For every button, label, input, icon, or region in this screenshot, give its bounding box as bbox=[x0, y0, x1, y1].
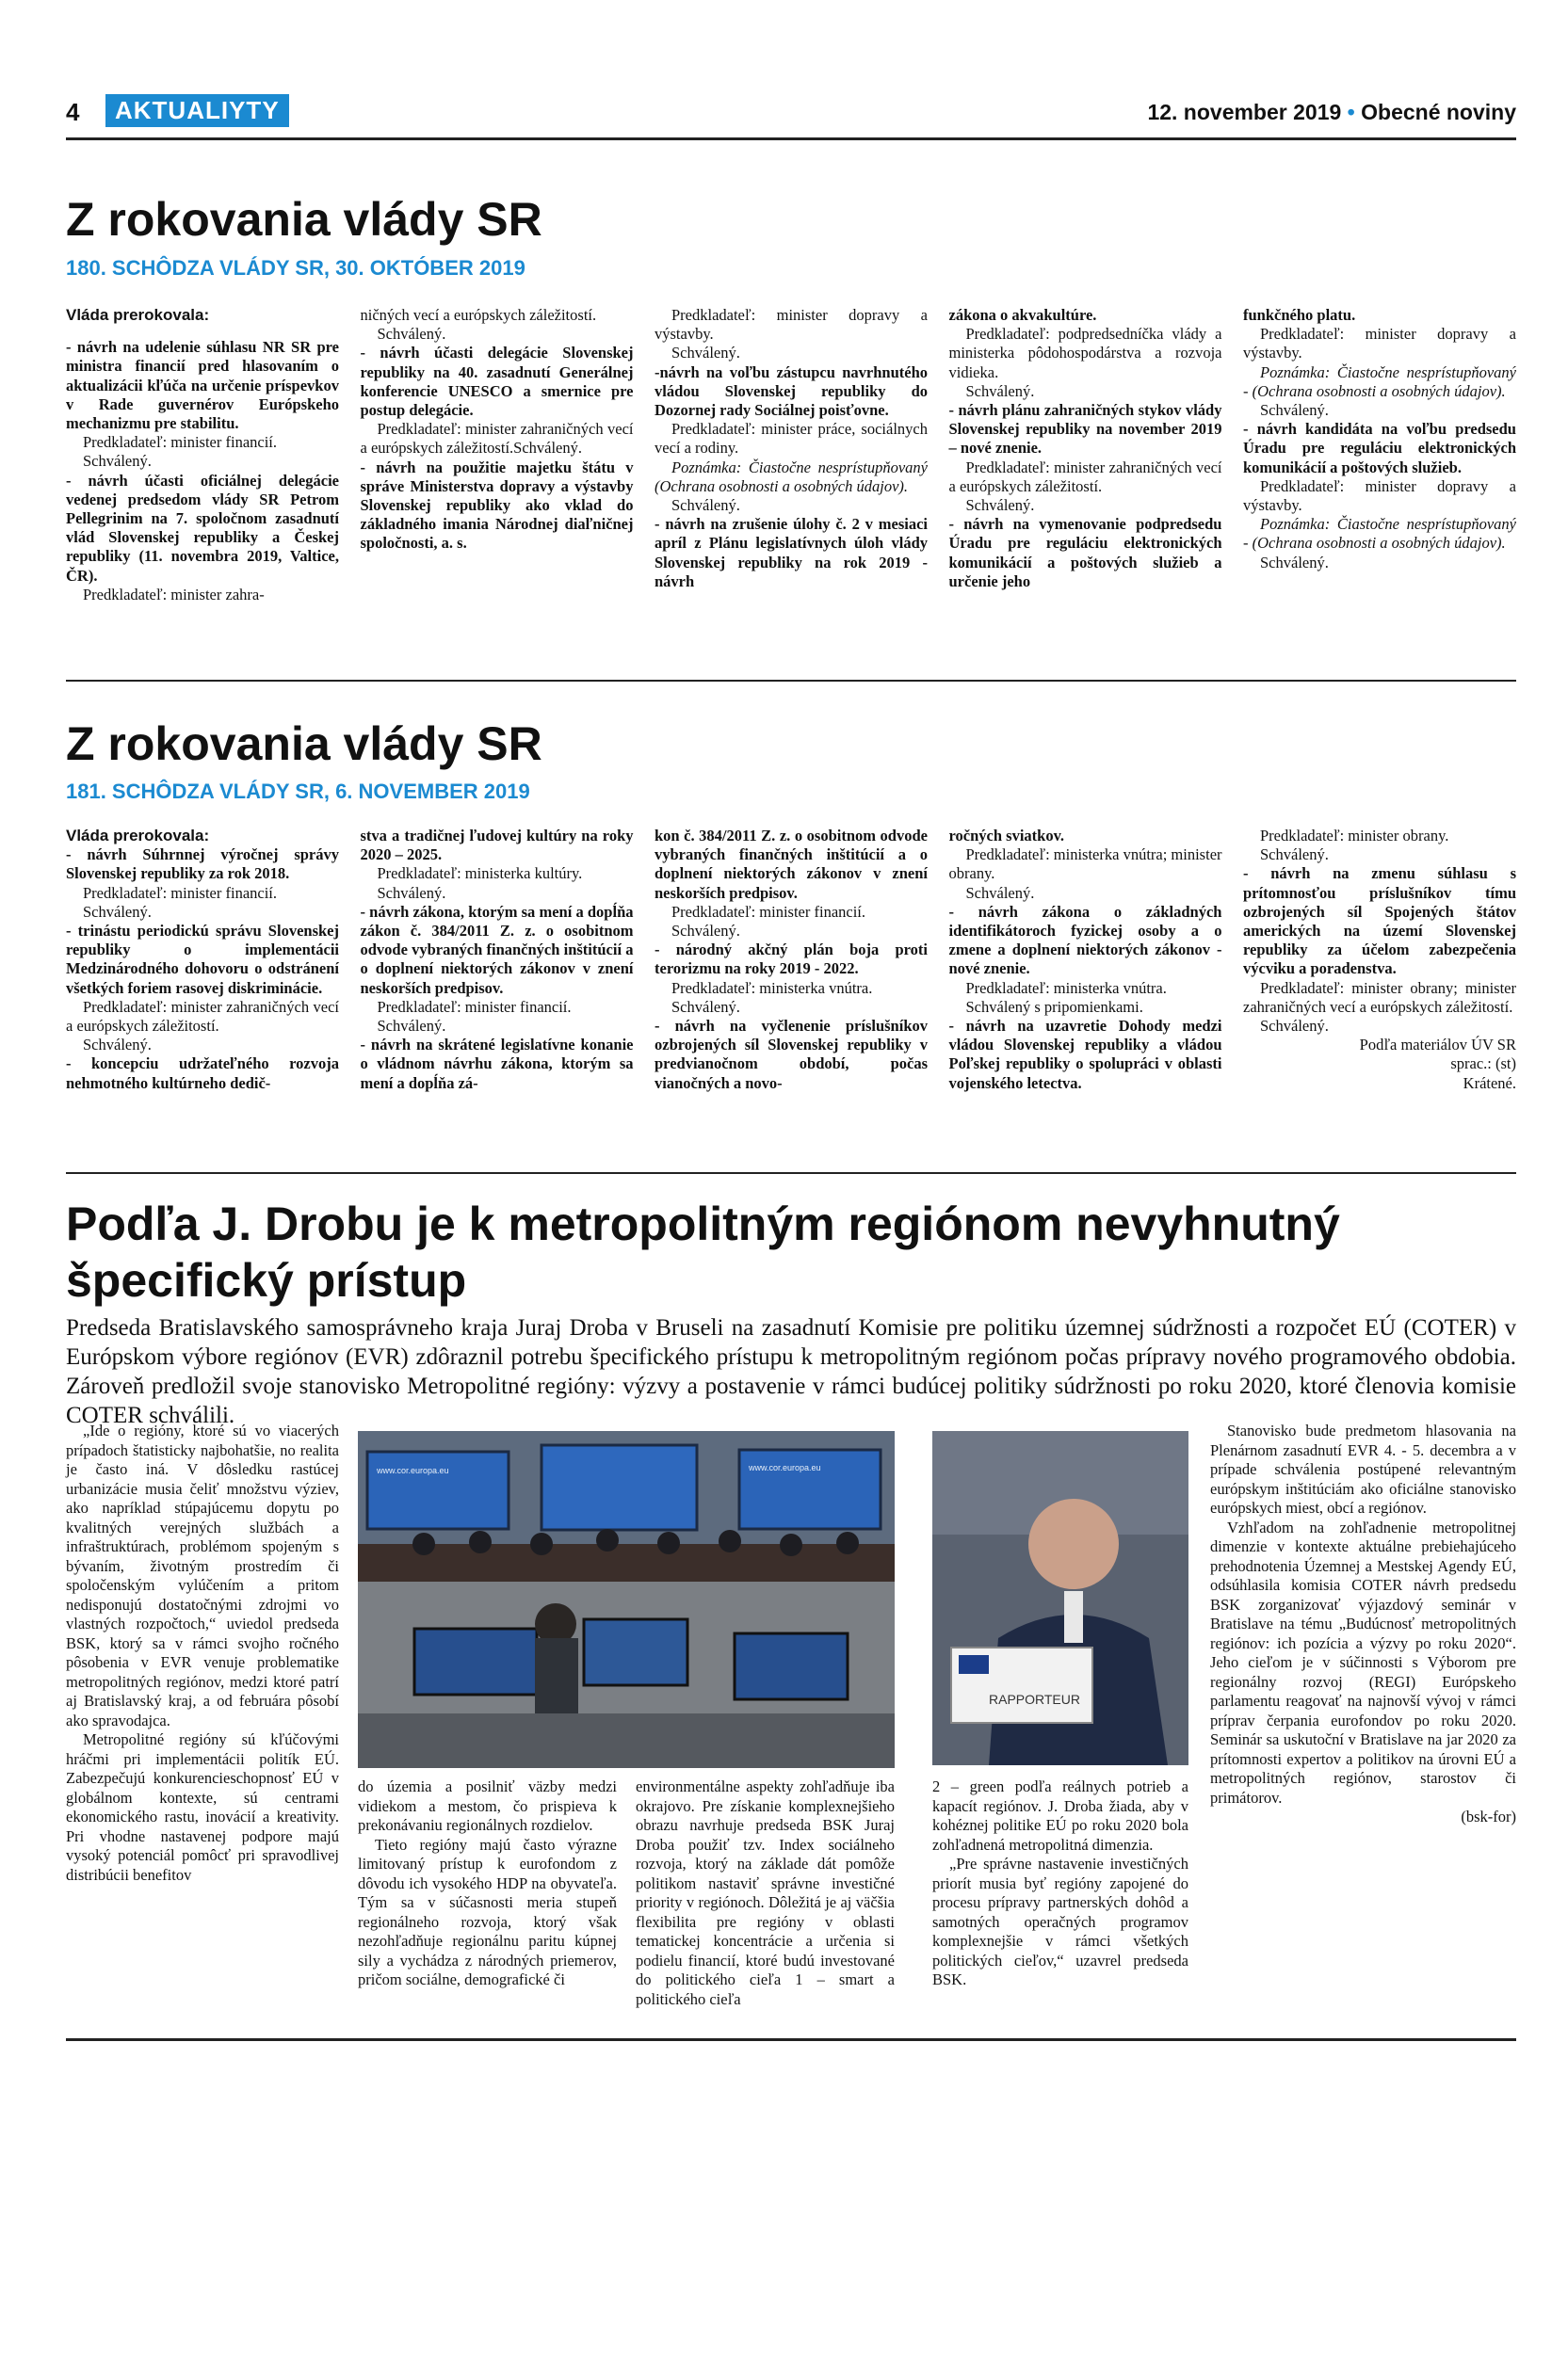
agenda-item: - koncepciu udržateľného rozvoja nehmotného kultúrneho dedič- bbox=[66, 1054, 339, 1092]
article-paragraph: „Pre správne nastavenie investičných priorít musia byť regióny zapojené do procesu prípravy partnerských dohôd a samotných operačných programov komplexnejšie v rámci všetkých politických cieľov,“ uzavrel predseda BSK. bbox=[932, 1855, 1188, 1988]
agenda-item: - návrh zákona, ktorým sa mení a dopĺňa zákon č. 384/2011 Z. z. o osobitnom odvode vybraných finančných inštitúcií a o doplnení niektorých zákonov v znení neskorších predpisov. bbox=[360, 902, 634, 997]
agenda-note: Schválený. bbox=[1260, 845, 1329, 864]
agenda-note: Predkladateľ: ministerka vnútra. bbox=[671, 978, 873, 997]
issue-date: 12. november 2019 bbox=[1147, 100, 1342, 124]
agenda-item: - návrh na vymenovanie podpredsedu Úradu pre reguláciu elektronických komunikácií a poštových služieb a určenie jeho bbox=[948, 515, 1222, 590]
block2-col-4 bbox=[949, 827, 1222, 1156]
rapporteur-sign: RAPPORTEUR bbox=[989, 1692, 1080, 1707]
article-paragraph: environmentálne aspekty zohľadňuje iba okrajovo. Pre získanie komplexnejšieho obrazu navrhuje predseda BSK Juraj Droba použiť tzv. Index sociálneho rozvoja, ktorý na základe dát pomôže politikom nastaviť správne investičné priority v regiónoch. Dôležitá je aj väčšia flexibilita pre regióny v oblasti tematickej koncentrácie a určenia si podielu financií, ktoré budú investované do politického cieľa 1 – smart a politického cieľa bbox=[636, 1777, 895, 2008]
agenda-note: Predkladateľ: minister financií. bbox=[83, 883, 278, 902]
rapporteur-photo-illustration bbox=[932, 1431, 1188, 1765]
block1-col-5 bbox=[1243, 306, 1516, 654]
article-col-5 bbox=[1210, 1422, 1516, 2024]
agenda-remark: Poznámka: Čiastočne nesprístupňovaný - (Ochrana osobnosti a osobných údajov). bbox=[1243, 362, 1516, 400]
agenda-item: - návrh na skrátené legislatívne konanie o vládnom návrhu zákona, ktorým sa mení a dopĺňa zá- bbox=[360, 1036, 634, 1092]
block2-intro: Vláda prerokovala: bbox=[66, 827, 210, 844]
block2-col-1 bbox=[66, 827, 339, 1156]
agenda-note: Schválený. bbox=[377, 883, 446, 902]
agenda-note: Predkladateľ: minister obrany. bbox=[1260, 827, 1449, 844]
agenda-item: ročných sviatkov. bbox=[948, 827, 1065, 844]
agenda-note: Schválený. bbox=[965, 496, 1035, 515]
agenda-item: - návrh plánu zahraničných stykov vlády Slovenskej republiky na november 2019 – nové znenie. bbox=[948, 401, 1222, 458]
article-byline: (bsk-for) bbox=[1461, 1808, 1516, 1825]
block1-intro: Vláda prerokovala: bbox=[66, 306, 210, 324]
article-paragraph: Vzhľadom na zohľadnenie metropolitnej dimenzie v kontexte aktuálne prebiehajúceho prehodnotenia Územnej a Mestskej Agendy EÚ, odsúhlasila komisia COTER návrh predsedu BSK zorganizovať výjazdový seminár v Bratislave na tému „Budúcnosť metropolitných regiónov: ich pozícia a výzvy po roku 2020“. Jeho cieľom je v súčinnosti s Výborom pre regionálny rozvoj (REGI) Európskeho parlamentu reagovať na najnovší vývoj v rámci príprav čerpania eurofondov po roku 2020. Seminár sa uskutoční v Bratislave na jar 2020 za prítomnosti expertov a politikov na úrovni EÚ a metropolitných regiónov, starostov či primátorov. bbox=[1210, 1518, 1516, 1807]
footer-rule bbox=[66, 2038, 1516, 2041]
agenda-item: - národný akčný plán boja proti terorizmu na roky 2019 - 2022. bbox=[655, 941, 928, 978]
agenda-item: - návrh na použitie majetku štátu v správe Ministerstva dopravy a výstavby Slovenskej republiky ako vklad do základného imania Národnej diaľničnej spoločnosti, a. s. bbox=[360, 458, 634, 553]
agenda-note: Predkladateľ: minister zahraničných vecí a európskych záležitostí.Schválený. bbox=[360, 420, 634, 458]
block2-rule bbox=[66, 1172, 1516, 1174]
page-number: 4 bbox=[66, 98, 80, 126]
agenda-note: Predkladateľ: minister zahraničných vecí a európskych záležitostí. bbox=[66, 997, 339, 1036]
agenda-item: stva a tradičnej ľudovej kultúry na roky 2020 – 2025. bbox=[360, 827, 634, 864]
section-label: AKTUALIYTY bbox=[105, 94, 289, 127]
agenda-item: - návrh účasti oficiálnej delegácie vedenej predsedom vlády SR Petrom Pellegrinim na 7. spoločnom zasadnutí vlád Slovenskej republiky a Českej republiky (11. novembra 2019, Valtice, ČR). bbox=[66, 471, 339, 585]
agenda-note: Schválený. bbox=[671, 922, 740, 941]
agenda-note: Predkladateľ: minister dopravy a výstavby. bbox=[1243, 325, 1516, 362]
block1-columns bbox=[66, 306, 1516, 654]
block1-col-4 bbox=[949, 306, 1222, 654]
issue-info bbox=[1147, 100, 1516, 125]
article-paragraph: Tieto regióny majú často výrazne limitovaný prístup k eurofondom z dôvodu ich vysokého HDP na obyvateľa. Tým sa v súčasnosti meria stupeň regionálneho rozvoja, ktorý však nezohľadňuje regionálnu paritu kúpnej sily a vychádza z národných priemerov, pričom sociálne, demografické či bbox=[358, 1835, 617, 1988]
agenda-note: Schválený. bbox=[83, 452, 152, 471]
agenda-item: kon č. 384/2011 Z. z. o osobitnom odvode vybraných finančných inštitúcií a o doplnení niektorých zákonov v znení neskorších predpisov. bbox=[655, 827, 928, 902]
agenda-note: Schválený. bbox=[377, 325, 446, 344]
agenda-note: Predkladateľ: minister obrany; minister zahraničných vecí a európskych záležitostí. bbox=[1243, 978, 1516, 1016]
source-note: Podľa materiálov ÚV SR bbox=[1359, 1036, 1516, 1054]
agenda-item: - návrh zákona o základných identifikátoroch fyzickej osoby a o zmene a doplnení niektorých zákonov - nové znenie. bbox=[948, 902, 1222, 978]
article-col-2 bbox=[358, 1777, 617, 2380]
article-paragraph: Stanovisko bude predmetom hlasovania na Plenárnom zasadnutí EVR 4. - 5. decembra a v prípade schválenia postúpené relevantným európskym inštitúciám ako oficiálne stanovisko európskych miest, obcí a regiónov. bbox=[1210, 1422, 1516, 1517]
agenda-note: Predkladateľ: minister zahraničných vecí a európskych záležitostí. bbox=[948, 458, 1222, 495]
screen-left-text: www.cor.europa.eu bbox=[377, 1466, 449, 1475]
agenda-item: - návrh Súhrnnej výročnej správy Slovenskej republiky za rok 2018. bbox=[66, 845, 339, 883]
agenda-note: Predkladateľ: minister financií. bbox=[83, 433, 278, 452]
processed-note: sprac.: (st) bbox=[1450, 1054, 1516, 1073]
block1-col-1 bbox=[66, 306, 339, 654]
agenda-remark: Poznámka: Čiastočne nesprístupňovaný (Ochrana osobnosti a osobných údajov). bbox=[655, 458, 928, 495]
agenda-note: Schválený s pripomienkami. bbox=[965, 997, 1143, 1016]
header-rule bbox=[66, 137, 1516, 140]
article-col-1 bbox=[66, 1422, 339, 2024]
agenda-note: Predkladateľ: minister dopravy a výstavby. bbox=[1243, 476, 1516, 515]
agenda-note: Predkladateľ: ministerka kultúry. bbox=[377, 864, 583, 883]
block2-columns bbox=[66, 827, 1516, 1156]
agenda-note: Predkladateľ: minister práce, sociálnych vecí a rodiny. bbox=[655, 420, 928, 458]
agenda-note: Schválený. bbox=[377, 1017, 446, 1036]
agenda-item: - návrh na udelenie súhlasu NR SR pre ministra financií pred hlasovaním o aktualizácii kľúča na určenie príspevkov v Rade guvernérov Európskeho mechanizmu pre stabilitu. bbox=[66, 338, 339, 433]
block2-subtitle: 181. SCHÔDZA VLÁDY SR, 6. NOVEMBER 2019 bbox=[66, 780, 530, 803]
block1-subtitle: 180. SCHÔDZA VLÁDY SR, 30. OKTÓBER 2019 bbox=[66, 256, 525, 280]
agenda-item: - návrh účasti delegácie Slovenskej republiky na 40. zasadnutí Generálnej konferencie UNESCO a smernice pre postup delegácie. bbox=[360, 344, 634, 420]
conference-photo bbox=[358, 1431, 895, 1768]
block2-title: Z rokovania vlády SR bbox=[66, 717, 542, 770]
conference-photo-illustration bbox=[358, 1431, 895, 1768]
agenda-note: Schválený. bbox=[83, 902, 152, 921]
agenda-note: Schválený. bbox=[83, 1036, 152, 1054]
article-paragraph: „Ide o regióny, ktoré sú vo viacerých prípadoch štatisticky najbohatšie, no realita je často iná. V dôsledku rastúcej urbanizácie musia čeliť množstvu výziev, ako napríklad stúpajúcemu dopytu po kvalitných verejných službách a infraštruktúrach, problémom spojeným s bývaním, životným prostredím či spoločenským vylúčením a pritom nedisponujú dostatočnými zdrojmi vo vlastných rozpočtoch,“ uviedol predseda BSK, ktorý sa v rámci svojho ročného pôsobenia v EVR venuje problematike metropolitných regiónov, medzi ktoré patrí aj Bratislavský kraj, a od februára pôsobí ako spravodajca. bbox=[66, 1422, 339, 1729]
page-header bbox=[66, 94, 1516, 136]
article-title: Podľa J. Drobu je k metropolitným regiónom nevyhnutný špecifický prístup bbox=[66, 1198, 1340, 1307]
agenda-note: Schválený. bbox=[1260, 553, 1329, 571]
article-paragraph: 2 – green podľa reálnych potrieb a kapacít regiónov. J. Droba žiada, aby v kohéznej politike EÚ po roku 2020 bola zohľadnená metropolitná dimenzia. bbox=[932, 1777, 1188, 1854]
agenda-note: Predkladateľ: minister dopravy a výstavby. bbox=[655, 306, 928, 344]
agenda-note: Schválený. bbox=[1260, 1017, 1329, 1036]
article-lead: Predseda Bratislavského samosprávneho kraja Juraj Droba v Bruseli na zasadnutí Komisie pre politiku územnej súdržnosti a rozpočet EÚ (COTER) v Európskom výbore regiónov (EVR) zdôraznil potrebu špecifického prístupu k metropolitným regiónom počas prípravy nového programového obdobia. Zároveň predložil svoje stanovisko Metropolitné regióny: výzvy a postavenie v rámci budúcej politiky súdržnosti po roku 2020, ktoré členovia komisie COTER schválili. bbox=[66, 1315, 1516, 1428]
agenda-item: zákona o akvakultúre. bbox=[948, 306, 1097, 324]
agenda-item: funkčného platu. bbox=[1243, 306, 1356, 324]
block1-title: Z rokovania vlády SR bbox=[66, 193, 542, 246]
article-paragraph: Metropolitné regióny sú kľúčovými hráčmi pri implementácii politík EÚ. Zabezpečujú konkurencieschopnosť EÚ v globálnom kontexte, sú centrami ekonomického rastu, inovácií a kreativity. Pri vhodne nastavenej podpore majú vysoký potenciál pomôcť pri spravodlivej distribúcii benefitov bbox=[66, 1730, 339, 1884]
shortened-note: Krátené. bbox=[1463, 1073, 1516, 1092]
agenda-item: - trinástu periodickú správu Slovenskej republiky o implementácii Medzinárodného dohovoru o odstránení všetkých foriem rasovej diskriminácie. bbox=[66, 922, 339, 997]
agenda-remark: Poznámka: Čiastočne nesprístupňovaný - (Ochrana osobnosti a osobných údajov). bbox=[1243, 515, 1516, 553]
agenda-note: Predkladateľ: ministerka vnútra; minister obrany. bbox=[948, 845, 1222, 883]
article-col-4 bbox=[932, 1777, 1188, 2380]
rapporteur-photo bbox=[932, 1431, 1188, 1765]
agenda-item: -návrh na voľbu zástupcu navrhnutého vládou Slovenskej republiky do Dozornej rady Sociálnej poisťovne. bbox=[655, 362, 928, 420]
agenda-note: Schválený. bbox=[671, 496, 740, 515]
block2-col-5 bbox=[1243, 827, 1516, 1156]
agenda-note: Schválený. bbox=[965, 883, 1035, 902]
article-col-3 bbox=[636, 1777, 895, 2380]
agenda-note: Predkladateľ: ministerka vnútra. bbox=[965, 978, 1167, 997]
agenda-note: Schválený. bbox=[671, 997, 740, 1016]
block1-rule bbox=[66, 680, 1516, 682]
agenda-note: Predkladateľ: podpredsedníčka vlády a ministerka pôdohospodárstva a rozvoja vidieka. bbox=[948, 325, 1222, 381]
agenda-note: Predkladateľ: minister financií. bbox=[377, 997, 572, 1016]
agenda-note: ničných vecí a európskych záležitostí. bbox=[360, 306, 597, 324]
agenda-note: Predkladateľ: minister zahra- bbox=[83, 585, 265, 603]
agenda-note: Schválený. bbox=[1260, 401, 1329, 420]
agenda-item: - návrh na zmenu súhlasu s prítomnosťou príslušníkov tímu ozbrojených síl Spojených štátov amerických na území Slovenskej republiky za účelom zabezpečenia výcviku a poradenstva. bbox=[1243, 864, 1516, 978]
screen-right-text: www.cor.europa.eu bbox=[749, 1463, 821, 1472]
block2-col-2 bbox=[361, 827, 634, 1156]
agenda-item: - návrh na vyčlenenie príslušníkov ozbrojených síl Slovenskej republiky v predvianočnom období, počas vianočných a novo- bbox=[655, 1017, 928, 1092]
agenda-note: Schválený. bbox=[671, 344, 740, 362]
agenda-note: Schválený. bbox=[965, 381, 1035, 400]
agenda-item: - návrh na zrušenie úlohy č. 2 v mesiaci apríl z Plánu legislatívnych úloh vlády Slovenskej republiky na rok 2019 - návrh bbox=[655, 515, 928, 590]
agenda-note: Predkladateľ: minister financií. bbox=[671, 902, 866, 921]
block2-col-3 bbox=[655, 827, 928, 1156]
article-paragraph: do územia a posilniť väzby medzi vidiekom a mestom, čo prispieva k prekonávaniu regionálnych rozdielov. bbox=[358, 1777, 617, 1834]
header-bullet: • bbox=[1347, 100, 1355, 124]
agenda-item: - návrh kandidáta na voľbu predsedu Úradu pre reguláciu elektronických komunikácií a poštových služieb. bbox=[1243, 420, 1516, 476]
publication-name: Obecné noviny bbox=[1361, 100, 1516, 124]
block1-col-2 bbox=[361, 306, 634, 654]
agenda-item: - návrh na uzavretie Dohody medzi vládou Slovenskej republiky a vládou Poľskej republiky o spolupráci v oblasti vojenského letectva. bbox=[948, 1017, 1222, 1092]
block1-col-3 bbox=[655, 306, 928, 654]
